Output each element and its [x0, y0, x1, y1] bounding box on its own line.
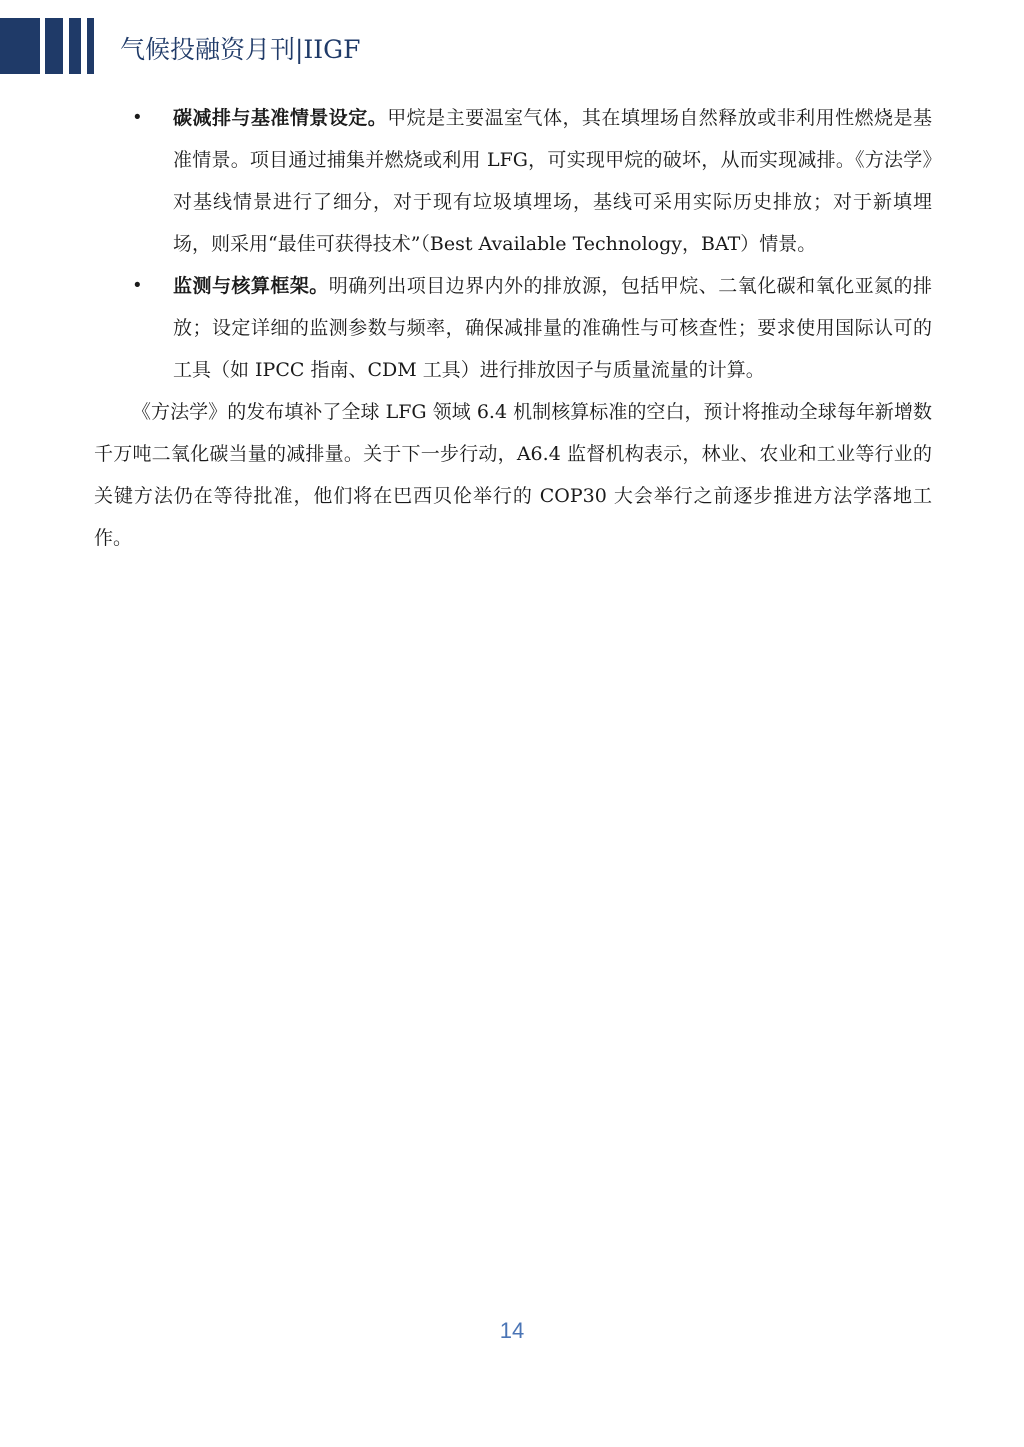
page-number: 14 [499, 1318, 525, 1343]
header-bar-decoration [0, 18, 40, 74]
bullet-item-baseline [94, 97, 932, 265]
bullet-heading: 碳减排与基准情景设定。 [173, 107, 388, 129]
header-bar-decoration [69, 18, 81, 74]
body-paragraph: 《方法学》的发布填补了全球 LFG 领域 6.4 机制核算标准的空白，预计将推动全球每年新增数千万吨二氧化碳当量的减排量。关于下一步行动，A6.4 监督机构表示，林业、农业和工业等行业的关键方法仍在等待批准，他们将在巴西贝伦举行的 COP30 大会举行之前逐步推进方法学落地工作。 [94, 401, 932, 549]
bullet-text: 明确列出项目边界内外的排放源，包括甲烷、二氧化碳和氧化亚氮的排放；设定详细的监测参数与频率，确保减排量的准确性与可核查性；要求使用国际认可的工具（如 IPCC 指南、CDM 工具）进行排放因子与质量流量的计算。 [173, 275, 932, 381]
header-bar-decoration [87, 18, 94, 74]
page-header [0, 0, 1024, 80]
publication-title: 气候投融资月刊|IIGF [120, 35, 361, 64]
header-bar-decoration [45, 18, 63, 74]
bullet-icon: • [134, 275, 141, 296]
bullet-item-monitoring [94, 265, 932, 391]
bullet-icon: • [134, 107, 141, 128]
bullet-text: 甲烷是主要温室气体，其在填埋场自然释放或非利用性燃烧是基准情景。项目通过捕集并燃烧或利用 LFG，可实现甲烷的破坏，从而实现减排。《方法学》对基线情景进行了细分，对于现有垃圾填埋场，基线可采用实际历史排放；对于新填埋场，则采用“最佳可获得技术”（Best Available Technology，BAT）情景。 [173, 107, 932, 255]
article-body [94, 97, 932, 578]
bullet-heading: 监测与核算框架。 [173, 275, 329, 297]
